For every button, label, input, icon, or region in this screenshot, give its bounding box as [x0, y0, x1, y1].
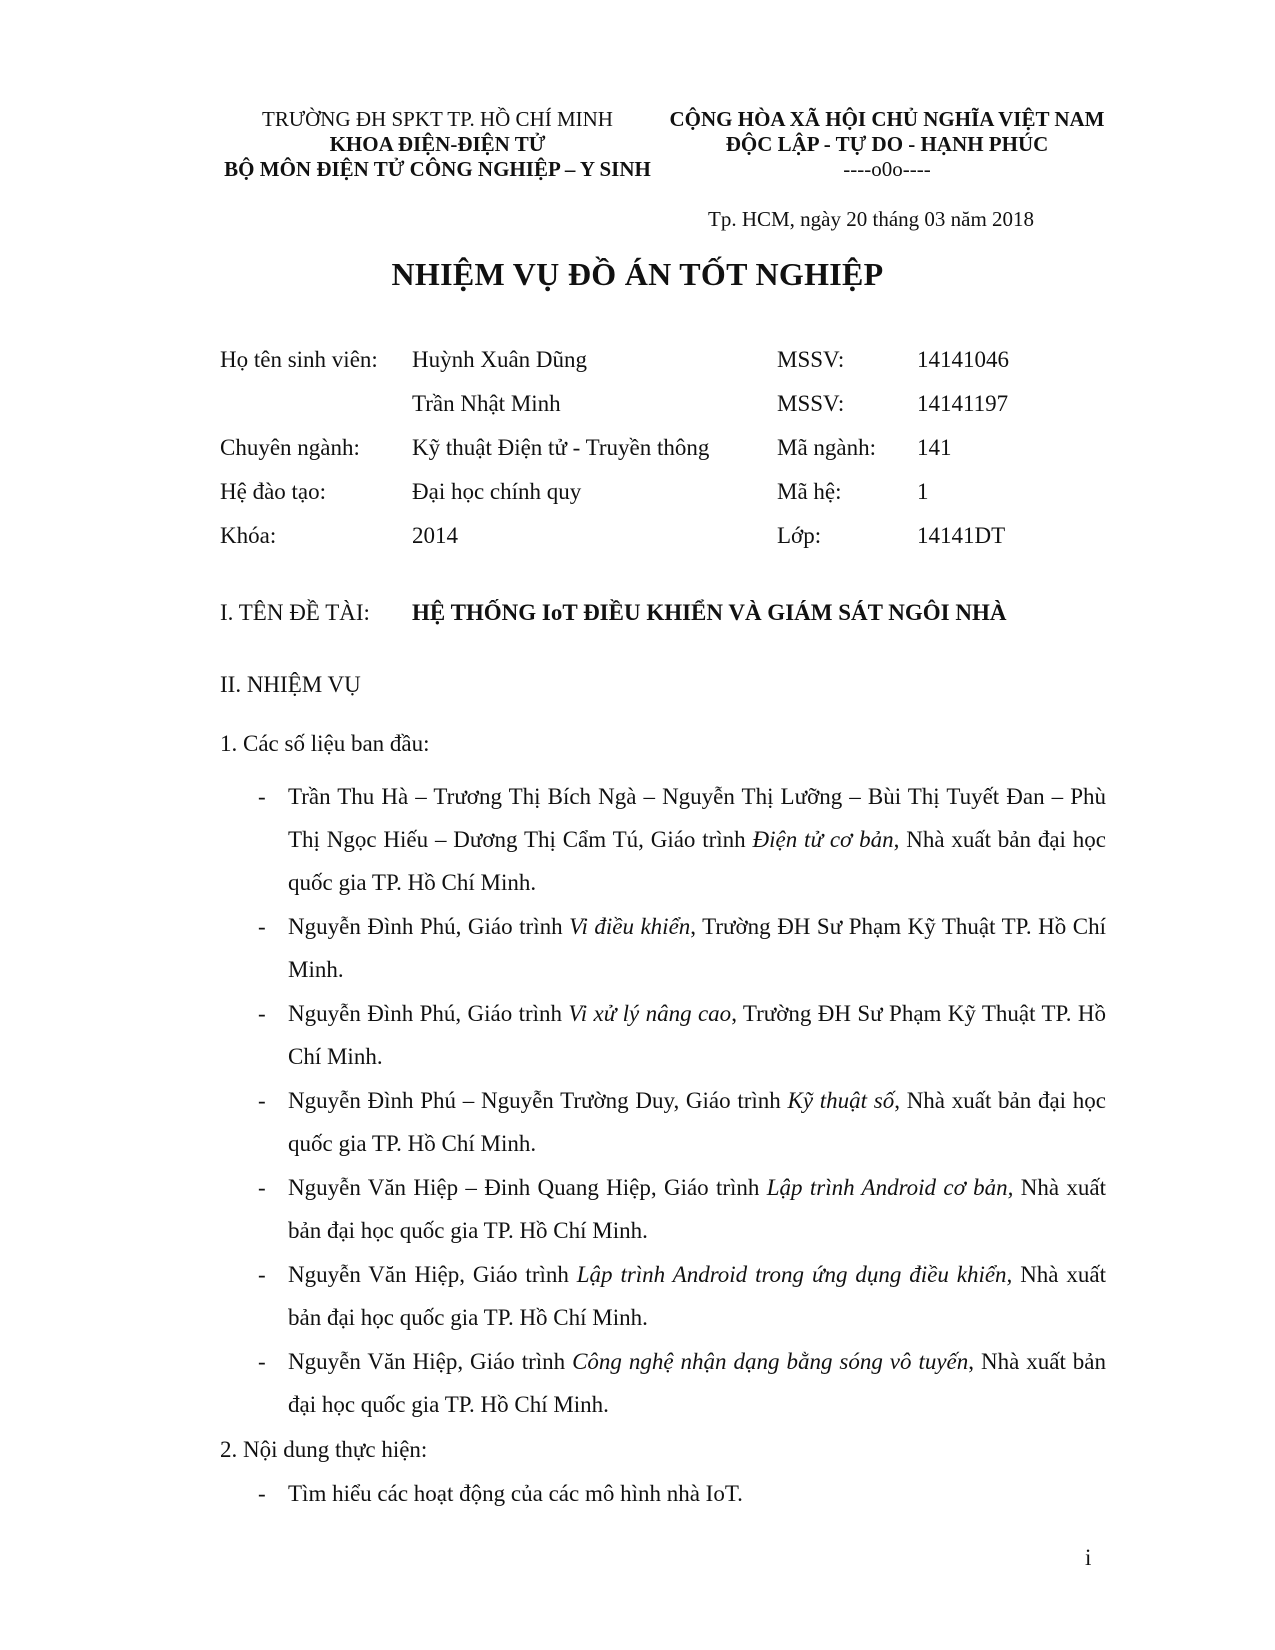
reference-item [258, 1253, 1106, 1339]
info-label-2: Mã hệ: [777, 479, 842, 504]
reference-item [258, 905, 1106, 991]
reference-authors: Nguyễn Đình Phú, Giáo trình [288, 914, 570, 939]
info-value: 2014 [412, 523, 458, 548]
info-label-2: MSSV: [777, 347, 845, 372]
motto-divider: ----o0o---- [843, 157, 931, 181]
reference-authors: Trần Thu Hà – Trương Thị Bích Ngà – Nguyễn Thị Lưỡng – Bùi Thị Tuyết Đan – Phù Thị Ngọc Hiếu – Dương Thị Cẩm Tú, Giáo trình [288, 784, 1106, 852]
reference-title: Kỹ thuật số [787, 1088, 895, 1113]
info-label: Hệ đào tạo: [220, 479, 327, 504]
section-heading: II. NHIỆM VỤ [220, 672, 361, 697]
task-item [258, 1481, 743, 1507]
reference-title: Công nghệ nhận dạng bằng sóng vô tuyến [572, 1349, 969, 1374]
page-title: NHIỆM VỤ ĐỒ ÁN TỐT NGHIỆP [391, 256, 884, 292]
reference-item [258, 1079, 1106, 1165]
page-number: i [1085, 1545, 1092, 1570]
list-dash: - [258, 1175, 266, 1200]
reference-authors: Nguyễn Văn Hiệp, Giáo trình [288, 1349, 573, 1374]
info-label: Khóa: [220, 523, 277, 548]
info-value: Trần Nhật Minh [412, 391, 561, 416]
info-value-2: 14141197 [917, 391, 1009, 416]
department-name: BỘ MÔN ĐIỆN TỬ CÔNG NGHIỆP – Y SINH [224, 157, 651, 181]
list-dash: - [258, 1262, 266, 1287]
task-text: Tìm hiểu các hoạt động của các mô hình nhà IoT. [288, 1481, 743, 1506]
reference-title: Vi xử lý nâng cao [568, 1001, 732, 1026]
reference-authors: Nguyễn Văn Hiệp, Giáo trình [288, 1262, 577, 1287]
reference-item [258, 1340, 1106, 1426]
info-value: Kỹ thuật Điện tử - Truyền thông [412, 435, 710, 460]
reference-authors: Nguyễn Văn Hiệp – Đinh Quang Hiệp, Giáo trình [288, 1175, 767, 1200]
info-value: Huỳnh Xuân Dũng [412, 347, 588, 372]
reference-item [258, 1166, 1106, 1252]
reference-authors: Nguyễn Đình Phú – Nguyễn Trường Duy, Giáo trình [288, 1088, 788, 1113]
info-value-2: 14141DT [917, 523, 1006, 548]
reference-authors: Nguyễn Đình Phú, Giáo trình [288, 1001, 569, 1026]
info-label: Chuyên ngành: [220, 435, 360, 460]
list-dash: - [258, 784, 266, 809]
info-label: Họ tên sinh viên: [220, 347, 378, 372]
motto: ĐỘC LẬP - TỰ DO - HẠNH PHÚC [725, 132, 1049, 156]
reference-publisher: , Nhà xuất bản đại học quốc gia TP. Hồ Chí Minh. [288, 1349, 1107, 1417]
reference-publisher: , Nhà xuất bản đại học quốc gia TP. Hồ Chí Minh. [288, 1088, 1107, 1156]
reference-item [258, 992, 1106, 1078]
list-dash: - [258, 1088, 266, 1113]
info-value-2: 1 [917, 479, 929, 504]
reference-publisher: Nhà xuất bản đại học quốc gia TP. Hồ Chí Minh. [288, 1175, 1106, 1243]
topic-label: I. TÊN ĐỀ TÀI: [220, 600, 370, 625]
reference-title: Điện tử cơ bản [752, 827, 894, 852]
topic-line [220, 600, 1007, 626]
list-dash: - [258, 1001, 266, 1026]
date-line: Tp. HCM, ngày 20 tháng 03 năm 2018 [708, 207, 1035, 231]
info-value: Đại học chính quy [412, 479, 582, 504]
topic-title: HỆ THỐNG IoT ĐIỀU KHIỂN VÀ GIÁM SÁT NGÔI NHÀ [412, 600, 1007, 625]
reference-publisher: , Nhà xuất bản đại học quốc gia TP. Hồ Chí Minh. [288, 827, 1106, 895]
list-dash: - [258, 914, 266, 939]
country-name: CỘNG HÒA XÃ HỘI CHỦ NGHĨA VIỆT NAM [669, 107, 1105, 131]
reference-publisher: , Trường ĐH Sư Phạm Kỹ Thuật TP. Hồ Chí Minh. [288, 914, 1107, 982]
info-label-2: Lớp: [777, 523, 822, 548]
subsection-heading: 1. Các số liệu ban đầu: [220, 731, 430, 756]
national-motto [662, 107, 1112, 182]
reference-list [258, 775, 1106, 1427]
faculty-name: KHOA ĐIỆN-ĐIỆN TỬ [329, 132, 546, 156]
reference-item [258, 775, 1106, 904]
info-value-2: 141 [917, 435, 952, 460]
info-value-2: 14141046 [917, 347, 1009, 372]
reference-title: Lập trình Android cơ bản, [766, 1175, 1014, 1200]
institution-header [205, 107, 670, 182]
info-label-2: Mã ngành: [777, 435, 877, 460]
subsection-heading: 2. Nội dung thực hiện: [220, 1437, 428, 1462]
reference-publisher: Nhà xuất bản đại học quốc gia TP. Hồ Chí Minh. [288, 1262, 1107, 1330]
list-dash: - [258, 1349, 266, 1374]
info-label-2: MSSV: [777, 391, 845, 416]
university-name: TRƯỜNG ĐH SPKT TP. HỒ CHÍ MINH [262, 107, 613, 131]
reference-title: Vi điều khiển [569, 914, 691, 939]
reference-publisher: , Trường ĐH Sư Phạm Kỹ Thuật TP. Hồ Chí Minh. [288, 1001, 1106, 1069]
list-dash: - [258, 1481, 266, 1506]
reference-title: Lập trình Android trong ứng dụng điều khiển, [576, 1262, 1013, 1287]
